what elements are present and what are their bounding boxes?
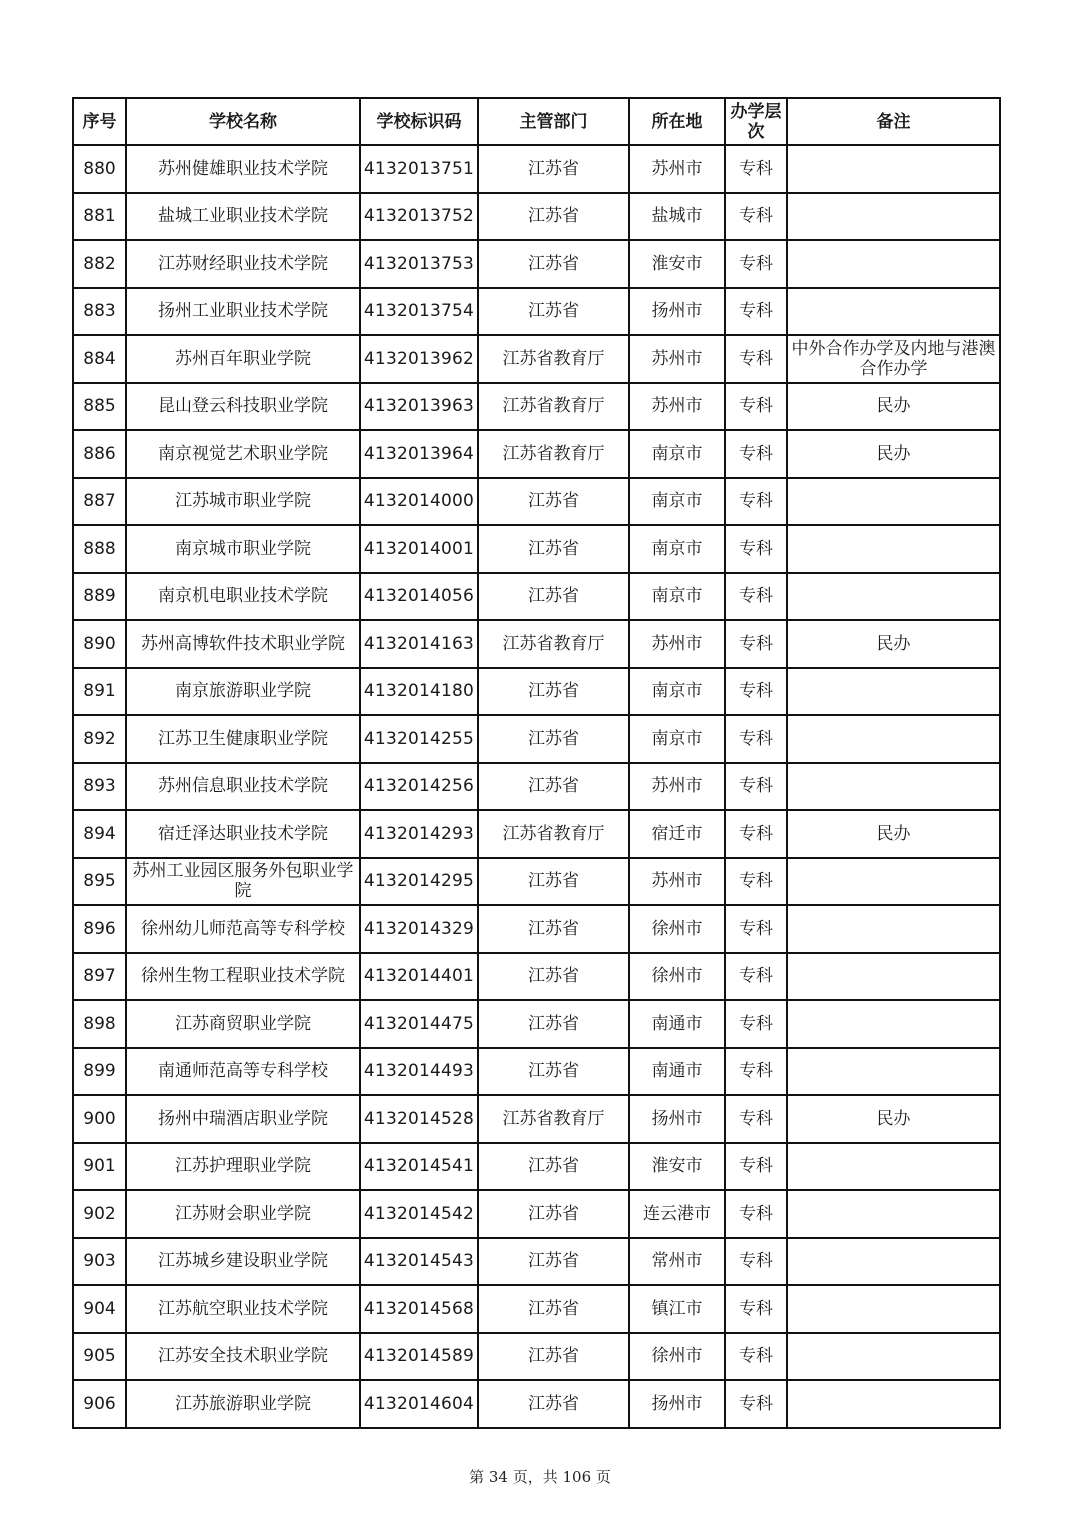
cell-school-name: 苏州信息职业技术学院 [126,763,360,811]
cell-level: 专科 [725,905,787,953]
school-list-table [72,97,1001,1429]
cell-index: 900 [73,1095,126,1143]
cell-school-name: 南京机电职业技术学院 [126,573,360,621]
table-row [73,1000,1000,1048]
cell-location: 苏州市 [629,858,725,906]
table-row [73,240,1000,288]
cell-level: 专科 [725,1380,787,1428]
header-school-code: 学校标识码 [360,98,478,145]
cell-location: 苏州市 [629,763,725,811]
cell-level: 专科 [725,620,787,668]
cell-level: 专科 [725,288,787,336]
cell-department: 江苏省教育厅 [478,430,629,478]
cell-department: 江苏省 [478,1285,629,1333]
cell-index: 887 [73,478,126,526]
table-row [73,573,1000,621]
cell-remarks: 民办 [787,810,1000,858]
cell-remarks [787,1000,1000,1048]
cell-index: 880 [73,145,126,193]
header-remarks: 备注 [787,98,1000,145]
cell-school-name: 宿迁泽达职业技术学院 [126,810,360,858]
cell-code: 4132014180 [360,668,478,716]
cell-index: 903 [73,1238,126,1286]
cell-index: 906 [73,1380,126,1428]
cell-location: 扬州市 [629,1380,725,1428]
cell-index: 889 [73,573,126,621]
cell-remarks: 民办 [787,1095,1000,1143]
cell-code: 4132014295 [360,858,478,906]
cell-level: 专科 [725,145,787,193]
cell-code: 4132014568 [360,1285,478,1333]
cell-code: 4132014000 [360,478,478,526]
cell-code: 4132014589 [360,1333,478,1381]
cell-department: 江苏省 [478,193,629,241]
cell-school-name: 江苏安全技术职业学院 [126,1333,360,1381]
cell-department: 江苏省 [478,1000,629,1048]
cell-location: 南通市 [629,1048,725,1096]
cell-school-name: 南京旅游职业学院 [126,668,360,716]
cell-code: 4132014493 [360,1048,478,1096]
cell-remarks [787,715,1000,763]
cell-remarks [787,1143,1000,1191]
cell-level: 专科 [725,953,787,1001]
cell-school-name: 江苏财经职业技术学院 [126,240,360,288]
cell-school-name: 苏州高博软件技术职业学院 [126,620,360,668]
cell-school-name: 苏州百年职业学院 [126,335,360,383]
header-school-name: 学校名称 [126,98,360,145]
cell-location: 宿迁市 [629,810,725,858]
cell-code: 4132013753 [360,240,478,288]
table-row [73,288,1000,336]
cell-index: 890 [73,620,126,668]
cell-location: 扬州市 [629,288,725,336]
table-row [73,145,1000,193]
cell-remarks [787,858,1000,906]
cell-code: 4132014329 [360,905,478,953]
cell-index: 905 [73,1333,126,1381]
cell-department: 江苏省 [478,1333,629,1381]
cell-remarks [787,525,1000,573]
cell-location: 淮安市 [629,240,725,288]
cell-location: 徐州市 [629,1333,725,1381]
cell-remarks [787,1048,1000,1096]
cell-index: 898 [73,1000,126,1048]
cell-remarks [787,953,1000,1001]
cell-school-name: 扬州中瑞酒店职业学院 [126,1095,360,1143]
cell-location: 南京市 [629,668,725,716]
cell-remarks [787,905,1000,953]
cell-school-name: 徐州生物工程职业技术学院 [126,953,360,1001]
cell-index: 888 [73,525,126,573]
cell-department: 江苏省 [478,573,629,621]
cell-remarks: 民办 [787,620,1000,668]
cell-department: 江苏省 [478,1238,629,1286]
cell-remarks [787,1190,1000,1238]
table-row [73,1095,1000,1143]
cell-level: 专科 [725,430,787,478]
cell-level: 专科 [725,573,787,621]
table-row [73,905,1000,953]
cell-location: 南京市 [629,525,725,573]
cell-level: 专科 [725,478,787,526]
cell-level: 专科 [725,668,787,716]
cell-code: 4132014604 [360,1380,478,1428]
cell-department: 江苏省教育厅 [478,620,629,668]
cell-code: 4132013752 [360,193,478,241]
cell-level: 专科 [725,1048,787,1096]
cell-department: 江苏省 [478,240,629,288]
cell-school-name: 江苏卫生健康职业学院 [126,715,360,763]
cell-remarks: 民办 [787,430,1000,478]
cell-remarks [787,193,1000,241]
cell-location: 南京市 [629,430,725,478]
cell-location: 淮安市 [629,1143,725,1191]
cell-index: 904 [73,1285,126,1333]
cell-remarks [787,573,1000,621]
table-row [73,1048,1000,1096]
cell-location: 常州市 [629,1238,725,1286]
cell-department: 江苏省 [478,668,629,716]
table-row [73,620,1000,668]
table-row [73,1380,1000,1428]
header-location: 所在地 [629,98,725,145]
cell-remarks [787,668,1000,716]
cell-index: 883 [73,288,126,336]
cell-department: 江苏省教育厅 [478,1095,629,1143]
cell-location: 南京市 [629,715,725,763]
cell-school-name: 昆山登云科技职业学院 [126,383,360,431]
cell-index: 891 [73,668,126,716]
cell-index: 893 [73,763,126,811]
table-row [73,1190,1000,1238]
table-row [73,193,1000,241]
cell-index: 884 [73,335,126,383]
cell-school-name: 苏州工业园区服务外包职业学院 [126,858,360,906]
table-row [73,1333,1000,1381]
cell-school-name: 扬州工业职业技术学院 [126,288,360,336]
cell-school-name: 江苏商贸职业学院 [126,1000,360,1048]
cell-level: 专科 [725,715,787,763]
cell-index: 895 [73,858,126,906]
cell-code: 4132014541 [360,1143,478,1191]
cell-remarks: 民办 [787,383,1000,431]
cell-remarks [787,1238,1000,1286]
cell-remarks [787,240,1000,288]
cell-code: 4132014293 [360,810,478,858]
cell-location: 南通市 [629,1000,725,1048]
cell-location: 徐州市 [629,905,725,953]
cell-department: 江苏省 [478,763,629,811]
table-row [73,478,1000,526]
cell-level: 专科 [725,240,787,288]
cell-school-name: 南通师范高等专科学校 [126,1048,360,1096]
cell-code: 4132014256 [360,763,478,811]
cell-level: 专科 [725,1333,787,1381]
cell-remarks [787,288,1000,336]
cell-location: 苏州市 [629,335,725,383]
cell-department: 江苏省教育厅 [478,383,629,431]
cell-code: 4132014401 [360,953,478,1001]
table-row [73,763,1000,811]
cell-school-name: 江苏财会职业学院 [126,1190,360,1238]
table-row [73,858,1000,906]
cell-code: 4132013754 [360,288,478,336]
cell-location: 盐城市 [629,193,725,241]
cell-school-name: 江苏旅游职业学院 [126,1380,360,1428]
cell-code: 4132013751 [360,145,478,193]
cell-school-name: 江苏航空职业技术学院 [126,1285,360,1333]
cell-school-name: 盐城工业职业技术学院 [126,193,360,241]
cell-index: 886 [73,430,126,478]
cell-school-name: 苏州健雄职业技术学院 [126,145,360,193]
cell-department: 江苏省 [478,478,629,526]
cell-school-name: 江苏城市职业学院 [126,478,360,526]
cell-level: 专科 [725,525,787,573]
cell-location: 苏州市 [629,620,725,668]
table-row [73,715,1000,763]
table-row [73,1143,1000,1191]
cell-department: 江苏省 [478,1380,629,1428]
table-row [73,953,1000,1001]
cell-code: 4132014255 [360,715,478,763]
cell-location: 连云港市 [629,1190,725,1238]
cell-school-name: 南京视觉艺术职业学院 [126,430,360,478]
cell-school-name: 南京城市职业学院 [126,525,360,573]
cell-department: 江苏省教育厅 [478,335,629,383]
cell-code: 4132013962 [360,335,478,383]
cell-remarks [787,1333,1000,1381]
cell-index: 882 [73,240,126,288]
cell-department: 江苏省 [478,525,629,573]
cell-code: 4132014056 [360,573,478,621]
cell-index: 902 [73,1190,126,1238]
cell-index: 899 [73,1048,126,1096]
cell-index: 885 [73,383,126,431]
table-row [73,1238,1000,1286]
cell-code: 4132014543 [360,1238,478,1286]
cell-code: 4132014542 [360,1190,478,1238]
table-row [73,383,1000,431]
cell-remarks [787,1380,1000,1428]
cell-index: 896 [73,905,126,953]
cell-department: 江苏省 [478,953,629,1001]
cell-department: 江苏省 [478,858,629,906]
cell-location: 苏州市 [629,145,725,193]
cell-code: 4132013963 [360,383,478,431]
cell-index: 881 [73,193,126,241]
cell-remarks [787,145,1000,193]
cell-department: 江苏省 [478,1190,629,1238]
cell-level: 专科 [725,810,787,858]
cell-location: 徐州市 [629,953,725,1001]
cell-remarks [787,763,1000,811]
cell-level: 专科 [725,1000,787,1048]
cell-code: 4132014163 [360,620,478,668]
cell-index: 897 [73,953,126,1001]
cell-location: 苏州市 [629,383,725,431]
cell-department: 江苏省 [478,1143,629,1191]
cell-department: 江苏省 [478,715,629,763]
cell-code: 4132014475 [360,1000,478,1048]
cell-level: 专科 [725,858,787,906]
cell-level: 专科 [725,1095,787,1143]
cell-code: 4132014528 [360,1095,478,1143]
table-body [73,145,1000,1428]
table-row [73,335,1000,383]
cell-index: 892 [73,715,126,763]
cell-department: 江苏省 [478,905,629,953]
page-number-footer: 第 34 页，共 106 页 [469,1468,611,1486]
cell-remarks [787,478,1000,526]
cell-code: 4132013964 [360,430,478,478]
table-header-row [73,98,1000,145]
cell-department: 江苏省教育厅 [478,810,629,858]
cell-code: 4132014001 [360,525,478,573]
cell-level: 专科 [725,1190,787,1238]
table-row [73,525,1000,573]
cell-level: 专科 [725,1285,787,1333]
table-row [73,668,1000,716]
header-department: 主管部门 [478,98,629,145]
cell-remarks: 中外合作办学及内地与港澳合作办学 [787,335,1000,383]
cell-level: 专科 [725,763,787,811]
header-index: 序号 [73,98,126,145]
cell-level: 专科 [725,1238,787,1286]
table-row [73,430,1000,478]
cell-level: 专科 [725,1143,787,1191]
cell-department: 江苏省 [478,145,629,193]
cell-school-name: 江苏城乡建设职业学院 [126,1238,360,1286]
cell-index: 894 [73,810,126,858]
cell-location: 镇江市 [629,1285,725,1333]
cell-department: 江苏省 [478,288,629,336]
cell-location: 扬州市 [629,1095,725,1143]
cell-remarks [787,1285,1000,1333]
cell-department: 江苏省 [478,1048,629,1096]
table-row [73,810,1000,858]
cell-school-name: 徐州幼儿师范高等专科学校 [126,905,360,953]
cell-location: 南京市 [629,573,725,621]
cell-location: 南京市 [629,478,725,526]
cell-level: 专科 [725,335,787,383]
cell-index: 901 [73,1143,126,1191]
table-row [73,1285,1000,1333]
cell-level: 专科 [725,383,787,431]
cell-level: 专科 [725,193,787,241]
header-level: 办学层次 [725,98,787,145]
cell-school-name: 江苏护理职业学院 [126,1143,360,1191]
